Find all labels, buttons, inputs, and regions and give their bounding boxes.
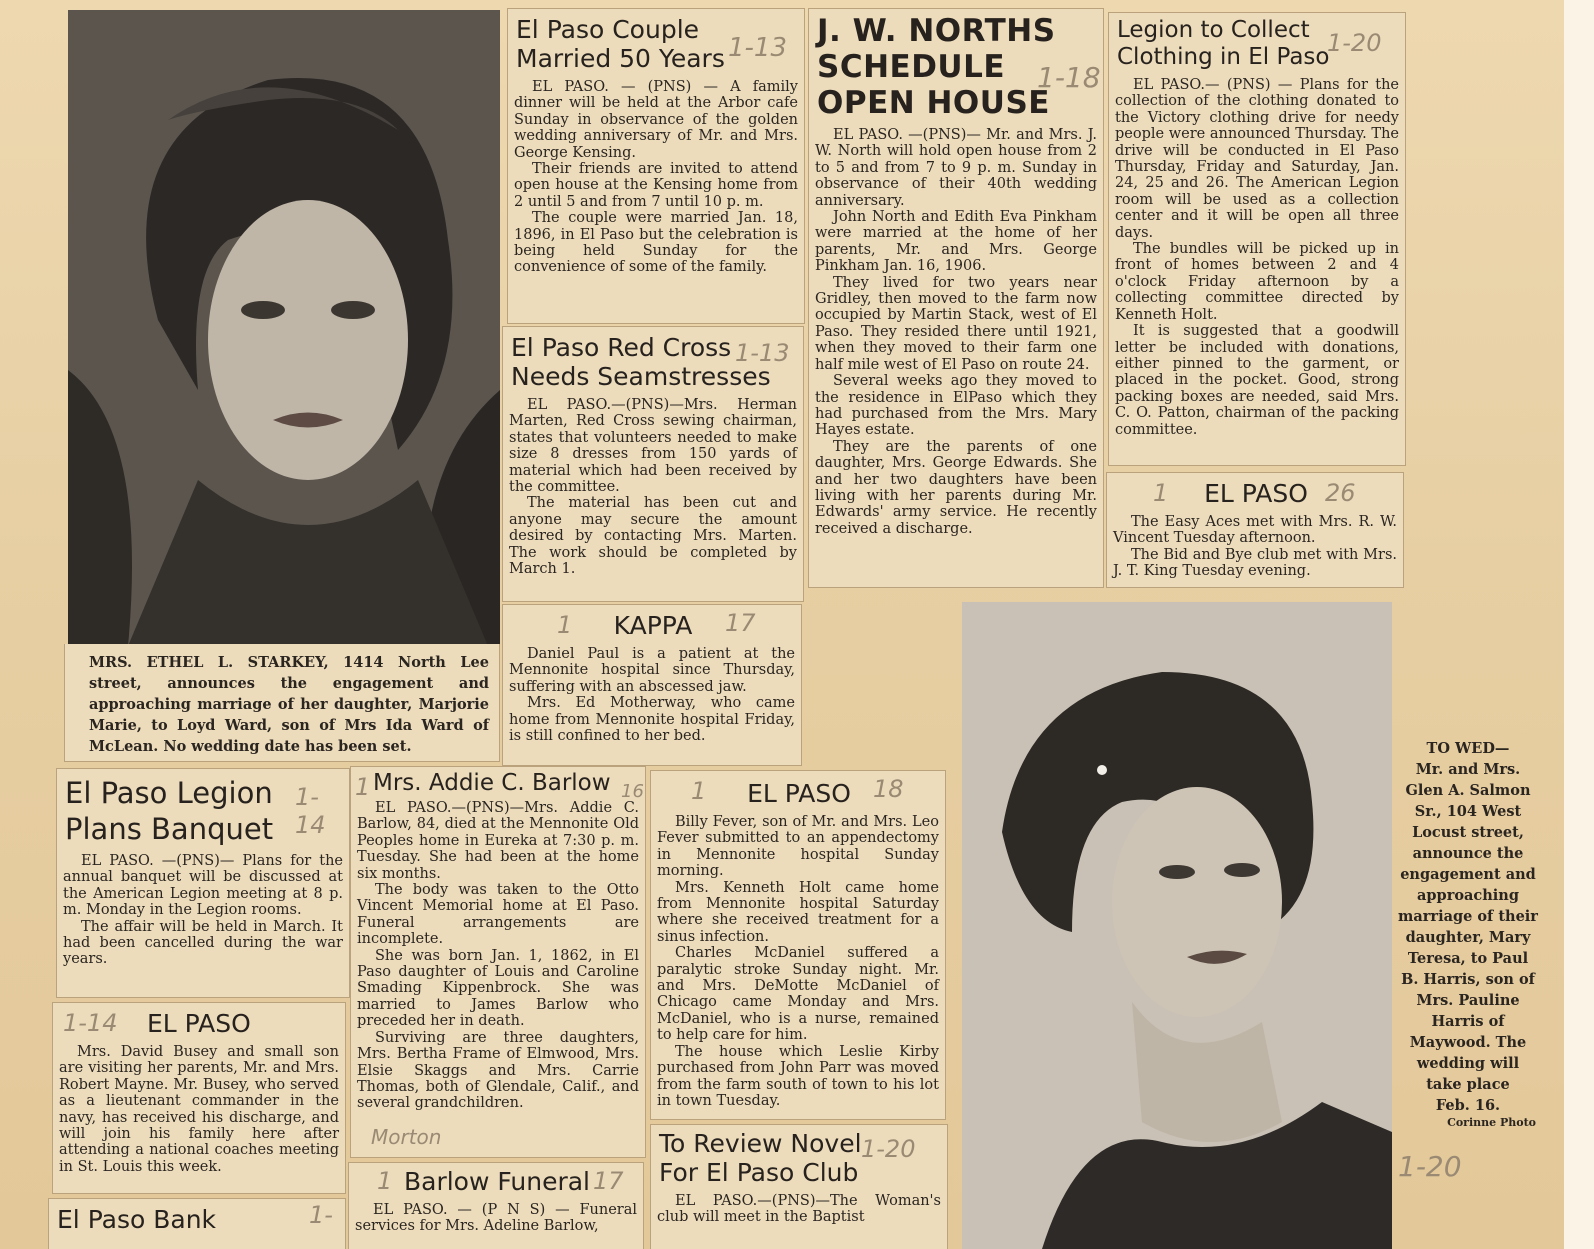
body-barlow-funeral: EL PASO. — (P N S) — Funeral services for Mrs. Adeline Barlow, <box>355 1202 637 1235</box>
body-el-paso-aces: The Easy Aces met with Mrs. R. W. Vincent Tuesday afternoon. The Bid and Bye club met with Mrs. J. T. King Tuesday evening. <box>1113 514 1397 580</box>
article-fever <box>650 770 946 1120</box>
pencil-mark-barlow-2: 16 <box>621 781 644 802</box>
pencil-mark-fever-1: 1 <box>691 777 707 805</box>
pencil-mark-aces-2: 26 <box>1325 479 1356 507</box>
headline-barlow: Mrs. Addie C. Barlow <box>373 770 611 796</box>
pencil-mark-aces-1: 1 <box>1153 479 1169 507</box>
headline-red-cross: El Paso Red Cross Needs Seamstresses <box>511 333 771 391</box>
pencil-date-novel: 1-20 <box>861 1135 916 1163</box>
pencil-mark-funeral-1: 1 <box>377 1167 393 1195</box>
body-novel: EL PASO.—(PNS)—The Woman's club will meet in the Baptist <box>657 1193 941 1226</box>
article-novel <box>650 1124 948 1249</box>
pencil-date-busey: 1-14 <box>63 1009 118 1037</box>
article-el-paso-aces <box>1106 472 1404 588</box>
caption-salmon: TO WED— Mr. and Mrs. Glen A. Salmon Sr., 104 West Locust street, announce the engagement and approaching marriage of their daughter, Mary Teresa, to Paul B. Harris, son of Mrs. Pauline Harris of Maywood. The wedding will take place Feb. 16. Corinne Photo <box>1390 738 1546 1130</box>
body-busey: Mrs. David Busey and small son are visiting her parents, Mr. and Mrs. Robert Mayne. Mr. Busey, who served as a lieutenant commander in the navy, has received his discharge, and will join his family here after attending a national coaches meeting in St. Louis this week. <box>59 1044 339 1175</box>
headline-barlow-funeral: Barlow Funeral <box>403 1167 590 1196</box>
body-north: EL PASO. —(PNS)— Mr. and Mrs. J. W. North will hold open house from 2 to 5 and from 7 to 9 p. m. Sunday in observance of their 40th wedding anniversary. John North and Edith Eva Pinkham were married at the home of her parents, Mr. and Mrs. George Pinkham Jan. 16, 1906. They lived for two years near Gridley, then moved to the farm now occupied by Martin Stack, west of El Paso. They resided there until 1921, when they moved to their farm one half mile west of El Paso on route 24. Several weeks ago they moved to the residence in ElPaso which they had purchased from the Mrs. Mary Hayes estate. They are the parents of one daughter, Mrs. George Edwards. She and her two daughters have been living with her parents during Mr. Edwards' army service. He recently received a discharge. <box>815 127 1097 537</box>
caption-starkey: MRS. ETHEL L. STARKEY, 1414 North Lee street, announces the engagement and approaching marriage of her daughter, Marjorie Marie, to Loyd Ward, son of Mrs Ida Ward of McLean. No wedding date has been set. <box>89 654 489 755</box>
pencil-date-bank: 1- <box>309 1201 333 1229</box>
headline-busey: EL PASO <box>147 1009 251 1038</box>
body-barlow: EL PASO.—(PNS)—Mrs. Addie C. Barlow, 84, died at the Mennonite Old Peoples home in Eureka at 7:30 p. m. Tuesday. She had been at the home six months. The body was taken to the Otto Vincent Memorial home at El Paso. Funeral arrangements are incomplete. She was born Jan. 1, 1862, in El Paso daughter of Louis and Caroline Smading Kippenbrock. She was married to James Barlow who preceded her in death. Surviving are three daughters, Mrs. Bertha Frame of Elmwood, Mrs. Elsie Skaggs and Mrs. Carrie Thomas, both of Glendale, Calif., and several grandchildren. <box>357 800 639 1112</box>
pencil-date-north: 1-18 <box>1037 61 1101 94</box>
pencil-mark-funeral-2: 17 <box>593 1167 624 1195</box>
pencil-mark-fever-2: 18 <box>873 775 904 803</box>
article-legion-banquet <box>56 768 350 998</box>
headline-el-paso-aces: EL PASO <box>1204 479 1308 508</box>
article-red-cross <box>502 326 804 602</box>
page-edge <box>1564 0 1594 1249</box>
body-kensing: EL PASO. — (PNS) — A family dinner will be held at the Arbor cafe Sunday in observance of the golden wedding anniversary of Mr. and Mrs. George Kensing. Their friends are invited to attend open house at the Kensing home from 2 until 5 and from 7 until 10 p. m. The couple were married Jan. 18, 1896, in El Paso but the celebration is being held Sunday for the convenience of some of the family. <box>514 79 798 276</box>
headline-bank: El Paso Bank <box>57 1205 217 1234</box>
article-bank <box>48 1198 346 1249</box>
portrait-photo-starkey <box>68 10 500 646</box>
pencil-date-kensing: 1-13 <box>728 33 788 63</box>
article-barlow-funeral <box>348 1162 644 1249</box>
portrait-photo-salmon <box>962 602 1392 1249</box>
pencil-mark-kappa-2: 17 <box>725 609 756 637</box>
pencil-date-salmon: 1-20 <box>1398 1150 1462 1183</box>
article-barlow <box>350 766 646 1158</box>
caption-clipping-starkey <box>64 644 500 762</box>
pencil-date-legion-banquet: 1-14 <box>295 783 326 839</box>
headline-kensing: El Paso Couple Married 50 Years <box>516 15 725 73</box>
headline-fever: EL PASO <box>747 779 851 808</box>
article-busey <box>52 1002 346 1194</box>
body-kappa: Daniel Paul is a patient at the Mennonite hospital since Thursday, suffering with an abscessed jaw. Mrs. Ed Motherway, who came home from Mennonite hospital Friday, is still confined to her bed. <box>509 646 795 745</box>
pencil-date-red-cross: 1-13 <box>735 339 790 367</box>
body-red-cross: EL PASO.—(PNS)—Mrs. Herman Marten, Red Cross sewing chairman, states that volunteers needed to make size 8 dresses from 150 yards of material which had been received by the committee. The material has been cut and anyone may secure the amount desired by contacting Mrs. Marten. The work should be completed by March 1. <box>509 397 797 578</box>
body-fever: Billy Fever, son of Mr. and Mrs. Leo Fever submitted to an appendectomy in Mennonite hospital Sunday morning. Mrs. Kenneth Holt came home from Mennonite hospital Saturday where she received treatment for a sinus infection. Charles McDaniel suffered a paralytic stroke Sunday night. Mr. and Mrs. DeMotte McDaniel of Chicago came Monday and Mrs. McDaniel, who is a nurse, remained to help care for him. The house which Leslie Kirby purchased from John Parr was moved from the farm south of town to his lot in town Tuesday. <box>657 814 939 1109</box>
headline-north: J. W. NORTHS SCHEDULE OPEN HOUSE <box>817 13 1056 121</box>
article-legion-clothing <box>1108 12 1406 466</box>
article-kappa <box>502 604 802 766</box>
headline-kappa: KAPPA <box>613 611 693 640</box>
article-north <box>808 8 1104 588</box>
pencil-note-morton: Morton <box>371 1125 442 1149</box>
headline-novel: To Review Novel For El Paso Club <box>659 1129 862 1187</box>
article-kensing <box>507 8 805 324</box>
body-legion-banquet: EL PASO. —(PNS)— Plans for the annual banquet will be discussed at the American Legion meeting at 8 p. m. Monday in the Legion rooms. The affair will be held in March. It had been cancelled during the war years. <box>63 853 343 968</box>
headline-legion-banquet: El Paso Legion Plans Banquet <box>65 776 274 846</box>
headline-legion-clothing: Legion to Collect Clothing in El Paso <box>1117 17 1330 70</box>
pencil-mark-barlow-1: 1 <box>355 773 371 801</box>
body-legion-clothing: EL PASO.— (PNS) — Plans for the collection of the clothing donated to the Victory clothing drive for needy people were announced Thursday. The drive will be conducted in El Paso Thursday, Friday and Saturday, Jan. 24, 25 and 26. The American Legion room will be used as a collection center and it will be open all three days. The bundles will be picked up in front of homes between 2 and 4 o'clock Friday afternoon by a collecting committee directed by Kenneth Holt. It is suggested that a goodwill letter be included with donations, either pinned to the garment, or placed in the pocket. Good, strong packing boxes are needed, said Mrs. C. O. Patton, chairman of the packing committee. <box>1115 77 1399 438</box>
pencil-date-legion-clothing: 1-20 <box>1327 29 1382 57</box>
pencil-mark-kappa-1: 1 <box>557 611 573 639</box>
photo-credit: Corinne Photo <box>1447 1116 1536 1129</box>
